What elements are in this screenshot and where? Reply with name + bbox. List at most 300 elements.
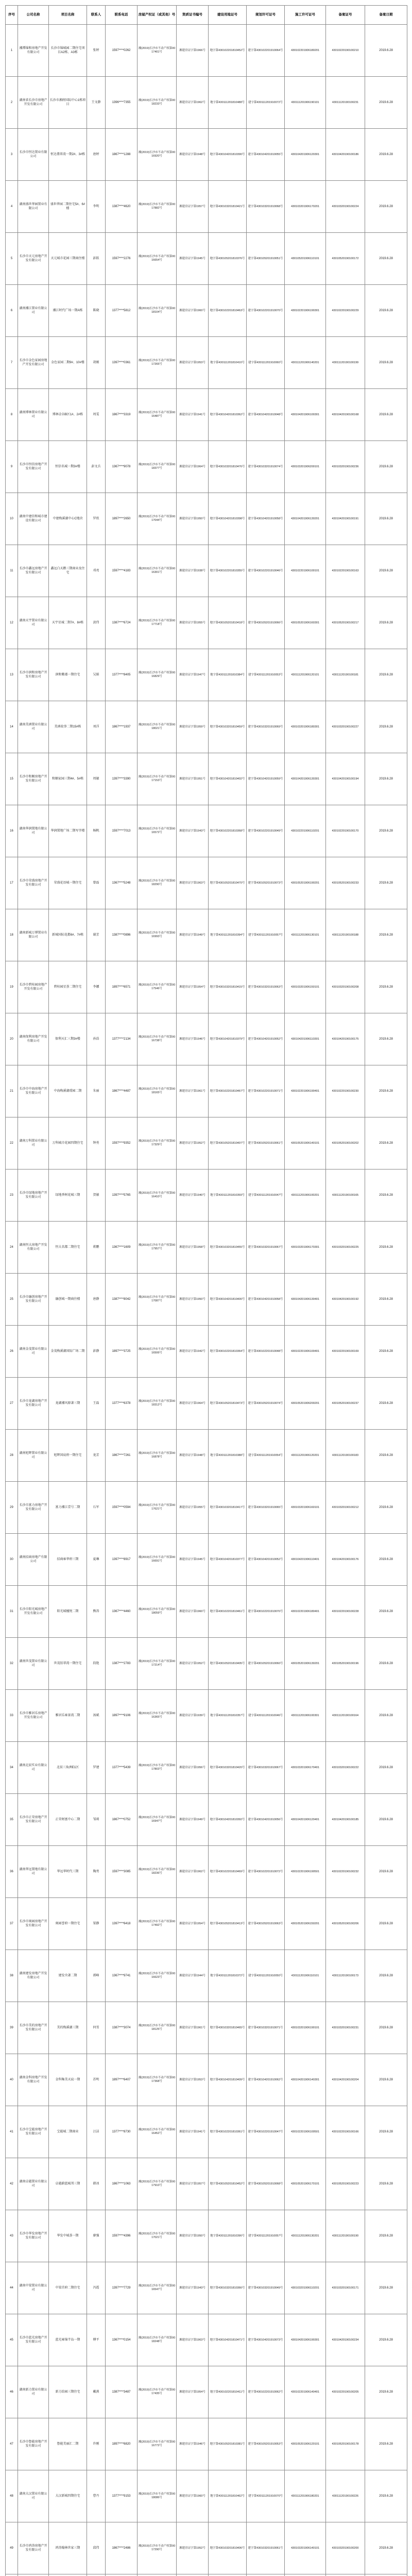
construction-permit-cell: 430102201906190301: [285, 285, 326, 337]
filing-number-cell: 43010220190100210: [326, 25, 365, 77]
planning-permit-cell: 建字第430103201910071号: [247, 2002, 285, 2054]
phone-cell: 1367****0154: [106, 2314, 138, 2366]
property-cert-cell: 湘(2019)长沙市不动产权第0016920号: [138, 129, 177, 181]
construction-permit-cell: 430102201906110201: [285, 805, 326, 857]
land-use-cert-cell: 地字第430103201810421号: [209, 181, 247, 233]
planning-permit-cell: 建字第430103201910065号: [247, 1482, 285, 1534]
phone-cell: 1387****2783: [106, 1638, 138, 1690]
filing-number-cell: 43010420190100204: [326, 2054, 365, 2106]
phone-cell: 1597****2276: [106, 233, 138, 285]
contact-person-cell: 石军: [87, 1482, 106, 1534]
filing-number-cell: 43010320190100200: [326, 2522, 365, 2574]
property-cert-cell: 湘(2019)长沙市不动产权第0016654号: [138, 233, 177, 285]
construction-permit-cell: 430103201906170401: [285, 1742, 326, 1794]
contact-person-cell: [87, 2574, 106, 2576]
phone-cell: 1377****2134: [106, 1013, 138, 1065]
land-use-cert-cell: 地字第430105201810418号: [209, 597, 247, 649]
project-name-cell: 新力铂园三期住宅: [49, 2366, 87, 2418]
row-number-cell: 31: [6, 1586, 18, 1638]
land-use-cert-cell: 地字第430102201810461号: [209, 1586, 247, 1638]
construction-permit-cell: 430103201906170201: [285, 181, 326, 233]
qualification-cert-cell: 湘建房证字第1957号: [177, 2158, 209, 2210]
company-name-cell: 长沙市润和房地产开发有限公司: [18, 649, 49, 701]
filing-date-cell: 2019.6.28: [365, 649, 407, 701]
filing-number-cell: 43010520190100202: [326, 1117, 365, 1170]
company-name-cell: 湖南中建信和城市建设有限公司: [18, 493, 49, 545]
row-number-cell: 4: [6, 181, 18, 233]
planning-permit-cell: 建字第430103201910067号: [247, 1742, 285, 1794]
land-use-cert-cell: 地字第430102201810355号: [209, 545, 247, 597]
filing-number-cell: 43010420190100185: [326, 1794, 365, 1846]
filing-date-cell: 2019.6.28: [365, 1274, 407, 1326]
row-number-cell: 17: [6, 857, 18, 909]
construction-permit-cell: 430103201906190101: [285, 2002, 326, 2054]
phone-cell: 1377****8405: [106, 649, 138, 701]
phone-cell: 1397****8917: [106, 1534, 138, 1586]
company-name-cell: 湖南华润置地有限公司: [18, 805, 49, 857]
row-number-cell: 7: [6, 337, 18, 389]
land-use-cert-cell: 地字第430104201810392号: [209, 1794, 247, 1846]
land-use-cert-cell: 地字第430111201810410号: [209, 337, 247, 389]
contact-person-cell: 罗建: [87, 1742, 106, 1794]
land-use-cert-cell: 地字第430102201810452号: [209, 25, 247, 77]
construction-permit-cell: 430102201906190401: [285, 1065, 326, 1117]
contact-person-cell: 汤斌: [87, 1690, 106, 1742]
planning-permit-cell: 建字第430102201910071号: [247, 1065, 285, 1117]
contact-person-cell: 夏琳: [87, 1534, 106, 1586]
project-name-cell: 碧桂园星荟二期住宅: [49, 961, 87, 1013]
filing-date-cell: 2019.6.28: [365, 181, 407, 233]
project-name-cell: 美的梅溪湖三期: [49, 2002, 87, 2054]
filing-date-cell: [365, 2574, 407, 2576]
planning-permit-cell: 建字第430104201910059号: [247, 753, 285, 805]
construction-permit-cell: 430105201906160301: [285, 597, 326, 649]
construction-permit-cell: 430105201906170101: [285, 2158, 326, 2210]
filing-date-cell: 2019.6.28: [365, 1638, 407, 1690]
property-cert-cell: 湘(2019)长沙市不动产权第0016301号: [138, 545, 177, 597]
planning-permit-cell: 建字第430103201910068号: [247, 181, 285, 233]
planning-permit-cell: 建字第430103201910067号: [247, 1222, 285, 1274]
row-number-cell: 15: [6, 753, 18, 805]
project-name-cell: 长沙市锦城园二期住宅项目A2栋、A3栋: [49, 25, 87, 77]
land-use-cert-cell: 地字第430102201810467号: [209, 1065, 247, 1117]
filing-date-cell: 2019.6.28: [365, 1794, 407, 1846]
land-use-cert-cell: 地字第430103201810455号: [209, 1222, 247, 1274]
company-name-cell: 长沙市蓝光房地产开发有限公司: [18, 2314, 49, 2366]
filing-date-cell: 2019.6.28: [365, 2522, 407, 2574]
contact-person-cell: 张婷: [87, 25, 106, 77]
column-header: 项目名称: [49, 6, 87, 25]
construction-permit-cell: 430103201906160101: [285, 1482, 326, 1534]
row-number-cell: 5: [6, 233, 18, 285]
filing-date-cell: 2019.6.28: [365, 129, 407, 181]
company-name-cell: 湖南盛世华园置业有限公司: [18, 181, 49, 233]
planning-permit-cell: 建字第430104201910058号: [247, 1274, 285, 1326]
table-row: [6, 1326, 407, 1378]
table-row: [6, 441, 407, 493]
filing-number-cell: 43011120190100181: [326, 649, 365, 701]
filing-date-cell: 2019.6.28: [365, 285, 407, 337]
company-name-cell: 湖南新力置业有限公司: [18, 2366, 49, 2418]
project-name-cell: 正荣财富中心二期: [49, 1794, 87, 1846]
planning-permit-cell: 建字第430111201910070号: [247, 2470, 285, 2522]
company-name-cell: 长沙市正荣房地产开发有限公司: [18, 1794, 49, 1846]
company-name-cell: 湖南美洲置业有限公司: [18, 701, 49, 753]
filing-date-cell: 2019.6.28: [365, 2314, 407, 2366]
planning-permit-cell: [247, 2574, 285, 2576]
filing-number-cell: 43010420190100176: [326, 1534, 365, 1586]
column-header: 公司名称: [18, 6, 49, 25]
table-row: [6, 2054, 407, 2106]
property-cert-cell: 湘(2019)长沙市不动产权第0018377号: [138, 441, 177, 493]
company-name-cell: 湖南招商房地产有限公司: [18, 1534, 49, 1586]
planning-permit-cell: 建字第430102201910049号: [247, 805, 285, 857]
filing-number-cell: 43010320190100171: [326, 2262, 365, 2314]
phone-cell: 1597****0594: [106, 1482, 138, 1534]
contact-person-cell: 熊涛: [87, 1586, 106, 1638]
planning-permit-cell: 建字第430103201910061号: [247, 2522, 285, 2574]
filing-date-cell: 2019.6.28: [365, 2210, 407, 2262]
qualification-cert-cell: 湘建房证字第1953号: [177, 2054, 209, 2106]
table-row: [6, 77, 407, 129]
phone-cell: 1897****6820: [106, 2418, 138, 2470]
contact-person-cell: 邹莉: [87, 1794, 106, 1846]
property-cert-cell: 湘(2019)长沙市不动产权第0017882号: [138, 181, 177, 233]
company-name-cell: 湖南北辰实业有限公司: [18, 1742, 49, 1794]
property-cert-cell: 湘(2019)长沙市不动产权第0018236号: [138, 1846, 177, 1898]
construction-permit-cell: 430111201906130101: [285, 909, 326, 961]
company-name-cell: 长沙市富力房地产开发有限公司: [18, 1482, 49, 1534]
phone-cell: 1397****7729: [106, 2262, 138, 2314]
filing-date-cell: 2019.6.28: [365, 1378, 407, 1430]
company-name-cell: 长沙市中海房地产开发有限公司: [18, 1065, 49, 1117]
qualification-cert-cell: 湘建房证字第1954号: [177, 1898, 209, 1950]
filing-date-cell: 2019.6.28: [365, 1482, 407, 1534]
table-row: [6, 2522, 407, 2574]
contact-person-cell: 何雪: [87, 2002, 106, 2054]
phone-cell: 1396****7355: [106, 77, 138, 129]
company-name-cell: 湖南万科置业有限公司: [18, 1117, 49, 1170]
phone-cell: 1397****5765: [106, 1170, 138, 1222]
land-use-cert-cell: 地字第430104201810377号: [209, 1534, 247, 1586]
filing-number-cell: 43010320190100212: [326, 1482, 365, 1534]
phone-cell: 1597****7013: [106, 805, 138, 857]
row-number-cell: 41: [6, 2106, 18, 2158]
construction-permit-cell: 430105201906200201: [285, 1378, 326, 1430]
planning-permit-cell: 建字第430103201910074号: [247, 441, 285, 493]
company-name-cell: 湖南恒大房地产开发有限公司: [18, 1222, 49, 1274]
planning-permit-cell: 建字第430104201910055号: [247, 129, 285, 181]
contact-person-cell: 段艳: [87, 1638, 106, 1690]
phone-cell: 1597****4396: [106, 2210, 138, 2262]
land-use-cert-cell: 地字第430105201810405号: [209, 1638, 247, 1690]
construction-permit-cell: 430104201906130201: [285, 493, 326, 545]
row-number-cell: 29: [6, 1482, 18, 1534]
filing-number-cell: 43011120190100173: [326, 1950, 365, 2002]
property-cert-cell: 湘(2019)长沙市不动产权第0017044号: [138, 493, 177, 545]
filing-date-cell: 2019.6.28: [365, 1117, 407, 1170]
registration-table: [5, 5, 407, 2576]
phone-cell: 1897****2650: [106, 493, 138, 545]
land-use-cert-cell: 地字第430105201810473号: [209, 1378, 247, 1430]
row-number-cell: 43: [6, 2210, 18, 2262]
filing-number-cell: 43010420190100234: [326, 2314, 365, 2366]
project-name-cell: 盛世华园二期住宅5#、6#楼: [49, 181, 87, 233]
company-name-cell: 长沙市恒达置业有限公司: [18, 129, 49, 181]
land-use-cert-cell: 地字第430103201810366号: [209, 2262, 247, 2314]
table-row: [6, 129, 407, 181]
land-use-cert-cell: 地字第430111201810357号: [209, 1690, 247, 1742]
property-cert-cell: 湘(2019)长沙市不动产权第0017265号: [138, 337, 177, 389]
property-cert-cell: 湘(2019)长沙市不动产权第0016365号: [138, 1690, 177, 1742]
qualification-cert-cell: 湘建房证字第1942号: [177, 1326, 209, 1378]
company-name-cell: 湖南保利房地产开发有限公司: [18, 1013, 49, 1065]
row-number-cell: 40: [6, 2054, 18, 2106]
filing-number-cell: 43011120190100165: [326, 1170, 365, 1222]
phone-cell: 1897****6571: [106, 961, 138, 1013]
property-cert-cell: 湘(2019)长沙市不动产权第0018312号: [138, 1378, 177, 1430]
project-name-cell: 旭辉国宸府一期住宅: [49, 1430, 87, 1482]
row-number-cell: 36: [6, 1846, 18, 1898]
phone-cell: 1377****5439: [106, 1742, 138, 1794]
column-header: 施工许可证号: [285, 6, 326, 25]
filing-number-cell: 43010520190100217: [326, 597, 365, 649]
property-cert-cell: 湘(2019)长沙市不动产权第0017401号: [138, 25, 177, 77]
project-name-cell: 金色家园二期9#、10#楼: [49, 337, 87, 389]
project-name-cell: 新城国际花都6#、7#栋: [49, 909, 87, 961]
table-row: [6, 1117, 407, 1170]
qualification-cert-cell: 湘建房证字第1955号: [177, 1482, 209, 1534]
filing-date-cell: 2019.6.28: [365, 493, 407, 545]
land-use-cert-cell: 地字第430104201810400号: [209, 1274, 247, 1326]
row-number-cell: 42: [6, 2158, 18, 2210]
planning-permit-cell: 建字第430104201910058号: [247, 493, 285, 545]
company-name-cell: 长沙市奥园房地产开发有限公司: [18, 1898, 49, 1950]
land-use-cert-cell: 地字第430111201810394号: [209, 909, 247, 961]
row-number-cell: 8: [6, 389, 18, 441]
project-name-cell: 金科集美天宸一期: [49, 2054, 87, 2106]
filing-date-cell: 2019.6.28: [365, 1690, 407, 1742]
planning-permit-cell: 建字第430102201910048号: [247, 1326, 285, 1378]
construction-permit-cell: 430111201906110101: [285, 1950, 326, 2002]
filing-number-cell: 43010320190100236: [326, 441, 365, 493]
phone-cell: 1397****0361: [106, 337, 138, 389]
contact-person-cell: 冯霞: [87, 2262, 106, 2314]
company-name-cell: 长沙市宝能房地产开发有限公司: [18, 2106, 49, 2158]
contact-person-cell: 曹丹: [87, 2470, 106, 2522]
construction-permit-cell: 430103201906170301: [285, 1222, 326, 1274]
qualification-cert-cell: 湘建房证字第1949号: [177, 1794, 209, 1846]
land-use-cert-cell: 地字第430102201810463号: [209, 285, 247, 337]
construction-permit-cell: [285, 2574, 326, 2576]
planning-permit-cell: 建字第430105201910066号: [247, 597, 285, 649]
project-name-cell: 雅居乐雍景湾二期: [49, 1690, 87, 1742]
contact-person-cell: 邓亮: [87, 545, 106, 597]
construction-permit-cell: 430102201906180201: [285, 25, 326, 77]
construction-permit-cell: 430105201906130201: [285, 1638, 326, 1690]
phone-cell: 1397****6418: [106, 1898, 138, 1950]
qualification-cert-cell: 湘建房证字第1948号: [177, 1430, 209, 1482]
property-cert-cell: 湘(2019)长沙市不动产权第0016547号: [138, 2262, 177, 2314]
planning-permit-cell: 建字第430105201910060号: [247, 1638, 285, 1690]
land-use-cert-cell: 地字第430103201810465号: [209, 2002, 247, 2054]
table-row: [6, 2002, 407, 2054]
filing-date-cell: 2019.6.28: [365, 441, 407, 493]
contact-person-cell: 胡刚: [87, 337, 106, 389]
project-name-cell: 绿地香树花城三期: [49, 1170, 87, 1222]
property-cert-cell: 湘(2019)长沙市不动产权第0017910号: [138, 2158, 177, 2210]
land-use-cert-cell: 地字第430102201810411号: [209, 2366, 247, 2418]
row-number-cell: [6, 2574, 18, 2576]
row-number-cell: 49: [6, 2522, 18, 2574]
row-number-cell: 12: [6, 597, 18, 649]
contact-person-cell: 陶勇: [87, 1846, 106, 1898]
table-row: [6, 909, 407, 961]
property-cert-cell: 湘(2019)长沙市不动产权第0018233号: [138, 77, 177, 129]
qualification-cert-cell: 湘建房证字第1954号: [177, 961, 209, 1013]
filing-number-cell: 43011120190100190: [326, 2210, 365, 2262]
phone-cell: 1367****9078: [106, 441, 138, 493]
construction-permit-cell: 430111201906130201: [285, 2210, 326, 2262]
land-use-cert-cell: 地字第430103201810420号: [209, 1742, 247, 1794]
column-header: 房屋产权证（或其他）号: [138, 6, 177, 25]
filing-date-cell: 2019.6.28: [365, 805, 407, 857]
property-cert-cell: 湘(2019)长沙市不动产权第0017153号: [138, 753, 177, 805]
phone-cell: 1397****3390: [106, 753, 138, 805]
contact-person-cell: 刘洋: [87, 701, 106, 753]
table-row: [6, 1274, 407, 1326]
property-cert-cell: 湘(2019)长沙市不动产权第0018165号: [138, 1065, 177, 1117]
land-use-cert-cell: 地字第430111201810488号: [209, 77, 247, 129]
contact-person-cell: 彭静: [87, 1326, 106, 1378]
row-number-cell: 38: [6, 1950, 18, 2002]
planning-permit-cell: 建字第430105201910063号: [247, 1898, 285, 1950]
table-row: [6, 701, 407, 753]
row-number-cell: 34: [6, 1742, 18, 1794]
filing-date-cell: 2019.6.28: [365, 961, 407, 1013]
qualification-cert-cell: 湘建房证字第1956号: [177, 1742, 209, 1794]
row-number-cell: 21: [6, 1065, 18, 1117]
filing-number-cell: 43010320190100231: [326, 2002, 365, 2054]
construction-permit-cell: 430103201906140101: [285, 2522, 326, 2574]
contact-person-cell: 黄伟: [87, 597, 106, 649]
contact-person-cell: 韩冰: [87, 2158, 106, 2210]
filing-number-cell: 43011120190100183: [326, 1430, 365, 1482]
row-number-cell: 16: [6, 805, 18, 857]
company-name-cell: 长沙市荣盛房地产开发有限公司: [18, 857, 49, 909]
construction-permit-cell: 430105201906140101: [285, 1117, 326, 1170]
project-name-cell: 阳光城檀悦二期: [49, 1586, 87, 1638]
property-cert-cell: 湘(2019)长沙市不动产权第0017718号: [138, 597, 177, 649]
property-cert-cell: [138, 2574, 177, 2576]
filing-number-cell: 43010220190100232: [326, 1846, 365, 1898]
filing-number-cell: 43010220190100230: [326, 1065, 365, 1117]
qualification-cert-cell: 湘建房证字第1953号: [177, 337, 209, 389]
filing-date-cell: 2019.6.28: [365, 2418, 407, 2470]
company-name-cell: 湖南中梁置业有限公司: [18, 2262, 49, 2314]
planning-permit-cell: 建字第430111201910057号: [247, 909, 285, 961]
property-cert-cell: 湘(2019)长沙市不动产权第0017492号: [138, 1898, 177, 1950]
land-use-cert-cell: 地字第430102201810368号: [209, 805, 247, 857]
phone-cell: 1597****9352: [106, 1117, 138, 1170]
planning-permit-cell: 建字第430105201910053号: [247, 2418, 285, 2470]
project-name-cell: 华润置地广场二期写字楼: [49, 805, 87, 857]
contact-person-cell: 彭文兵: [87, 441, 106, 493]
planning-permit-cell: 建字第430103201910069号: [247, 701, 285, 753]
land-use-cert-cell: [209, 2574, 247, 2576]
contact-person-cell: 孙浩: [87, 1013, 106, 1065]
land-use-cert-cell: 地字第430111201810372号: [209, 1950, 247, 2002]
qualification-cert-cell: 湘建房证字第1955号: [177, 597, 209, 649]
qualification-cert-cell: 湘建房证字第1962号: [177, 77, 209, 129]
contact-person-cell: 贺敏: [87, 1170, 106, 1222]
construction-permit-cell: 430102201906100401: [285, 1326, 326, 1378]
row-number-cell: 3: [6, 129, 18, 181]
planning-permit-cell: 建字第430102201910047号: [247, 2106, 285, 2158]
contact-person-cell: 吴娟: [87, 649, 106, 701]
row-number-cell: 18: [6, 909, 18, 961]
land-use-cert-cell: 地字第430103201810459号: [209, 701, 247, 753]
project-name-cell: 大汉新城四期住宅: [49, 2470, 87, 2522]
project-name-cell: 恒达翡翠湾一期2#、3#栋: [49, 129, 87, 181]
planning-permit-cell: 建字第430104201910052号: [247, 1534, 285, 1586]
table-row: [6, 1638, 407, 1690]
qualification-cert-cell: 湘建房证字第1964号: [177, 1378, 209, 1430]
table-row: [6, 25, 407, 77]
table-row: [6, 2366, 407, 2418]
contact-person-cell: 蒋鹏: [87, 1222, 106, 1274]
row-number-cell: 27: [6, 1378, 18, 1430]
filing-date-cell: 2019.6.28: [365, 1898, 407, 1950]
construction-permit-cell: 430103201906200101: [285, 441, 326, 493]
column-header: 备案日期: [365, 6, 407, 25]
property-cert-cell: 湘(2019)长沙市不动产权第0016691号: [138, 1534, 177, 1586]
project-name-cell: 荣盛花语城一期住宅: [49, 857, 87, 909]
company-name-cell: 湖南湘江置业有限公司: [18, 285, 49, 337]
project-name-cell: 建发央著二期: [49, 1950, 87, 2002]
project-name-cell: 宝能城二期商业: [49, 2106, 87, 2158]
construction-permit-cell: 430111201906100301: [285, 1690, 326, 1742]
contact-person-cell: 汪洁: [87, 2106, 106, 2158]
filing-number-cell: 43011120190100231: [326, 77, 365, 129]
table-row: [6, 1898, 407, 1950]
planning-permit-cell: 建字第430102201910072号: [247, 1846, 285, 1898]
land-use-cert-cell: 地字第430111201810388号: [209, 1430, 247, 1482]
planning-permit-cell: 建字第430105201910068号: [247, 2158, 285, 2210]
column-header: 建设用地证号: [209, 6, 247, 25]
company-name-cell: 湖南卓越置业有限公司: [18, 2158, 49, 2210]
qualification-cert-cell: 湘建房证字第1945号: [177, 233, 209, 285]
property-cert-cell: 湘(2019)长沙市不动产权第0016772号: [138, 2418, 177, 2470]
qualification-cert-cell: 湘建房证字第1949号: [177, 909, 209, 961]
project-name-cell: 奥园誉府一期住宅: [49, 1898, 87, 1950]
table-row: [6, 1222, 407, 1274]
company-name-cell: 长沙市龙湖房地产开发有限公司: [18, 1378, 49, 1430]
phone-cell: 1897****6407: [106, 2054, 138, 2106]
qualification-cert-cell: 湘建房证字第1952号: [177, 2522, 209, 2574]
construction-permit-cell: 430103201906180301: [285, 701, 326, 753]
land-use-cert-cell: 地字第430102201810361号: [209, 2106, 247, 2158]
property-cert-cell: 湘(2019)长沙市不动产权第0017546号: [138, 961, 177, 1013]
filing-number-cell: 43011120190100164: [326, 1690, 365, 1742]
land-use-cert-cell: 地字第430104201810362号: [209, 389, 247, 441]
row-number-cell: 6: [6, 285, 18, 337]
row-number-cell: 22: [6, 1117, 18, 1170]
project-name-cell: 天元城市花园三期商住楼: [49, 233, 87, 285]
row-number-cell: 11: [6, 545, 18, 597]
planning-permit-cell: 建字第430111201910072号: [247, 77, 285, 129]
row-number-cell: 46: [6, 2366, 18, 2418]
